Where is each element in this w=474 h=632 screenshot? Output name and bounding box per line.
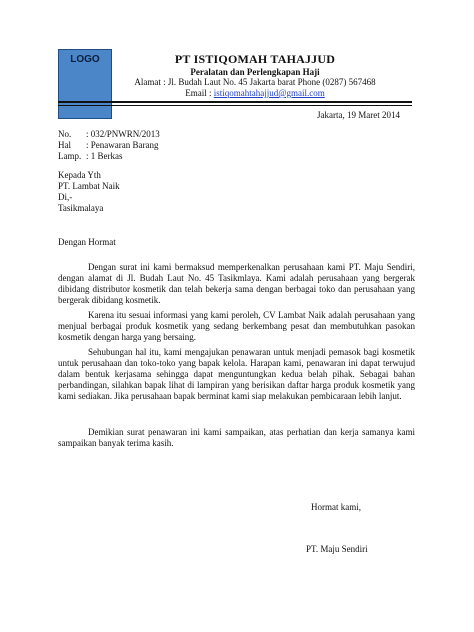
closing: Hormat kami, [311,502,361,512]
email-label: Email : [185,88,214,98]
header-divider-thick [58,101,412,103]
company-name: PT ISTIQOMAH TAHAJJUD [174,52,336,66]
body-paragraph-1 [58,262,415,306]
meta-hal-label: Hal [58,140,71,150]
paragraph-text: Demikian surat penawaran ini kami sampaikan, atas perhatian dan kerja samanya kami sampaikan banyak terima kasih. [58,427,415,448]
company-email-line [110,88,400,98]
body-paragraph-2 [58,310,415,343]
header-divider-thin [58,105,412,106]
paragraph-text: Sehubungan hal itu, kami mengajukan penawaran untuk menjadi pemasok bagi kosmetik untuk perusahaan dan toko-toko yang bapak kelola. Harapan kami, penawaran ini dapat terwujud dalam bentuk kerjasama sehingga dapat menguntungkan kedua belah pihak. Sebagai bahan perbandingan, silahkan bapak lihat di lampiran yang berisikan daftar harga produk kosmetik yang kami sediakan. Jika perusahaan bapak berminat kami siap melakukan pembicaraan lebih lanjut. [58,347,415,401]
logo-text: LOGO [70,54,100,65]
body-paragraph-3 [58,347,415,402]
recipient-line-1: Kepada Yth [58,170,101,180]
meta-no-value: : 032/PNWRN/2013 [86,129,160,139]
meta-hal-value: : Penawaran Barang [86,140,159,150]
company-tagline: Peralatan dan Perlengkapan Haji [190,67,320,77]
recipient-line-2: PT. Lambat Naik [58,181,120,191]
meta-no-label: No. [58,129,72,139]
meta-lamp-label: Lamp. [58,151,82,161]
letter-date: Jakarta, 19 Maret 2014 [317,110,400,120]
recipient-line-4: Tasikmalaya [58,203,104,213]
paragraph-text: Dengan surat ini kami bermaksud memperkenalkan perusahaan kami PT. Maju Sendiri, dengan alamat di Jl. Budah Laut No. 45 Tasikmlaya. Kami adalah perusahaan yang bergerak dibidang distributor kosmetik dan telah bekerja sama dengan berbagai toko dan perusahaan yang bergerak dibidang kosmetik. [58,262,415,305]
signatory: PT. Maju Sendiri [306,544,368,554]
paragraph-text: Karena itu sesuai informasi yang kami peroleh, CV Lambat Naik adalah perusahaan yang menjual berbagai produk kosmetik yang sedang berkembang pesat dan membutuhkan pasokan kosmetik dengan harga yang bersaing. [58,310,415,342]
body-paragraph-4 [58,427,415,449]
recipient-line-3: Di,- [58,192,73,202]
email-link[interactable]: istiqomahtahajjud@gmail.com [213,88,325,98]
company-address: Alamat : Jl. Budah Laut No. 45 Jakarta barat Phone (0287) 567468 [134,77,376,87]
greeting: Dengan Hormat [58,237,116,247]
logo [58,49,112,119]
meta-lamp-value: : 1 Berkas [86,151,123,161]
